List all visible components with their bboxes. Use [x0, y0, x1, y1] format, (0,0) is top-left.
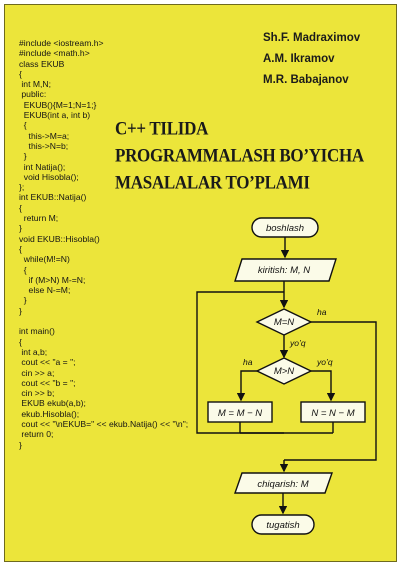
- code-line: if (M>N) M-=N;: [19, 274, 86, 285]
- start-label: boshlash: [265, 223, 305, 234]
- code-line: }: [19, 223, 22, 234]
- title-line-3: MASALALAR TO’PLAMI: [115, 171, 310, 194]
- code-line: int main(): [19, 326, 55, 337]
- code-line: while(M!=N): [19, 254, 70, 265]
- title-line-1: C++ TILIDA: [115, 117, 209, 140]
- op-right-label: N = N − M: [311, 408, 355, 419]
- code-line: int EKUB::Natija(): [19, 192, 87, 203]
- code-line: int Natija();: [19, 161, 66, 172]
- cond1-yes-label: ha: [317, 307, 327, 317]
- code-line: EKUB(){M=1;N=1;}: [19, 99, 97, 110]
- code-line: {: [19, 336, 22, 347]
- code-line: #include <iostream.h>: [19, 38, 104, 48]
- code-line: EKUB ekub(a,b);: [19, 398, 86, 409]
- code-line: int M,N;: [19, 79, 51, 90]
- author-name: A.M. Ikramov: [263, 53, 335, 65]
- output-label: chiqarish: M: [257, 479, 309, 490]
- code-line: cout << "b = ";: [19, 377, 76, 388]
- cond1-label: M=N: [273, 317, 295, 328]
- code-line: void Hisobla();: [19, 171, 79, 182]
- cond2-label: M>N: [273, 366, 295, 377]
- code-line: ekub.Hisobla();: [19, 408, 80, 419]
- code-line: {: [19, 120, 27, 131]
- code-line: {: [19, 68, 22, 79]
- code-line: return M;: [19, 213, 59, 224]
- code-line: public:: [19, 89, 47, 100]
- title-line-2: PROGRAMMALASH BO’YICHA: [115, 144, 364, 167]
- code-line: cin >> a;: [19, 367, 55, 378]
- code-line: };: [19, 182, 25, 193]
- code-line: }: [19, 151, 27, 162]
- input-label: kiritish: M, N: [257, 265, 311, 276]
- code-line: #include <math.h>: [19, 48, 90, 59]
- book-cover: [4, 4, 397, 562]
- code-line: cin >> b;: [19, 388, 55, 399]
- code-line: this->M=a;: [19, 130, 70, 141]
- code-line: }: [19, 439, 22, 450]
- author-name: Sh.F. Madraximov: [263, 32, 361, 44]
- cond1-no-label: yo’q: [290, 338, 306, 348]
- code-line: {: [19, 243, 22, 254]
- code-line: }: [19, 305, 22, 316]
- code-line: cout << "\nEKUB=" << ekub.Natija() << "\n";: [19, 418, 189, 429]
- code-line: int a,b;: [19, 346, 48, 357]
- code-line: return 0;: [19, 429, 54, 440]
- code-line: {: [19, 264, 27, 275]
- code-line: }: [19, 295, 27, 306]
- code-line: cout << "a = ";: [19, 357, 76, 368]
- cond2-no-label: yo’q: [317, 357, 333, 367]
- code-line: class EKUB: [19, 58, 65, 69]
- cond2-no-line: [311, 371, 331, 400]
- code-line: else N-=M;: [19, 285, 71, 296]
- code-line: void EKUB::Hisobla(): [19, 233, 100, 244]
- code-line: {: [19, 202, 22, 213]
- author-name: M.R. Babajanov: [263, 74, 349, 86]
- cond2-yes-label: ha: [243, 357, 253, 367]
- end-label: tugatish: [266, 520, 300, 531]
- code-line: this->N=b;: [19, 140, 69, 151]
- op-left-label: M = M − N: [217, 408, 263, 419]
- code-line: EKUB(int a, int b): [19, 110, 91, 121]
- cond2-yes-line: [241, 371, 257, 400]
- flowchart: [5, 5, 397, 562]
